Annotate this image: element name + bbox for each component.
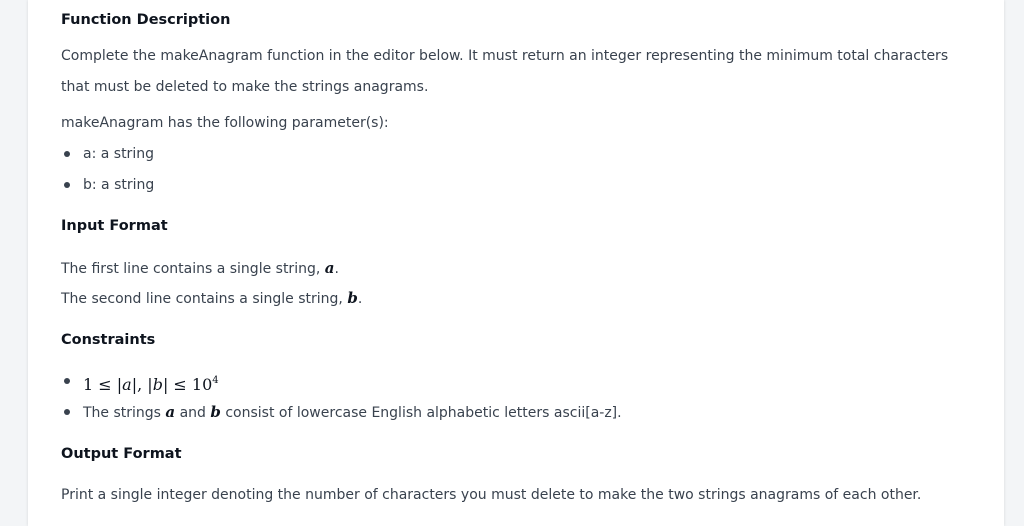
length-constraint-formula: 1 ≤ |a|, $|b| \le 10^4$ [83,375,219,394]
bullet-icon [64,151,70,157]
formula-lower-bound: 1 [83,375,94,394]
parameter-label: a: a string [83,146,154,162]
input-format-line-1 [61,258,339,279]
formula-var-b: b [152,375,163,394]
charset-prefix: The strings [83,405,166,421]
input-line-2-text: The second line contains a single string, [61,291,348,307]
function-description-line-1: Complete the makeAnagram function in the editor below. It must return an integer representing the minimum total characters [61,48,949,64]
output-format-line-1: Print a single integer denoting the number of characters you must delete to make the two strings anagrams of each other. [61,487,922,503]
charset-and: and [175,405,211,421]
charset-suffix: consist of lowercase English alphabetic letters ascii[a-z]. [220,405,622,421]
constraints-heading: Constraints [61,332,156,348]
variable-b: b [210,403,221,421]
formula-leq-2: ≤ [173,375,187,394]
input-line-1-period: . [334,261,339,277]
input-format-heading: Input Format [61,218,168,234]
bullet-icon [64,182,70,188]
bullet-icon [64,409,70,415]
problem-statement-card [28,0,1004,526]
parameter-label: b: a string [83,177,155,193]
formula-exponent: 4 [212,375,219,386]
function-description-line-2: that must be deleted to make the strings anagrams. [61,79,429,95]
charset-constraint-text [83,402,622,423]
formula-var-a: a [122,375,132,394]
function-description-heading: Function Description [61,12,231,28]
formula-separator: , [137,375,143,394]
formula-base: 10 [191,375,213,394]
input-line-1-text: The first line contains a single string, [61,261,325,277]
parameters-intro: makeAnagram has the following parameter(s): [61,115,389,131]
variable-b: b [347,289,358,307]
output-format-heading: Output Format [61,446,182,462]
input-line-2-period: . [357,291,363,307]
variable-a: a [324,259,335,277]
bullet-icon [64,378,70,384]
input-format-line-2 [61,288,362,309]
variable-a: a [165,403,176,421]
formula-leq-1: ≤ [98,375,112,394]
